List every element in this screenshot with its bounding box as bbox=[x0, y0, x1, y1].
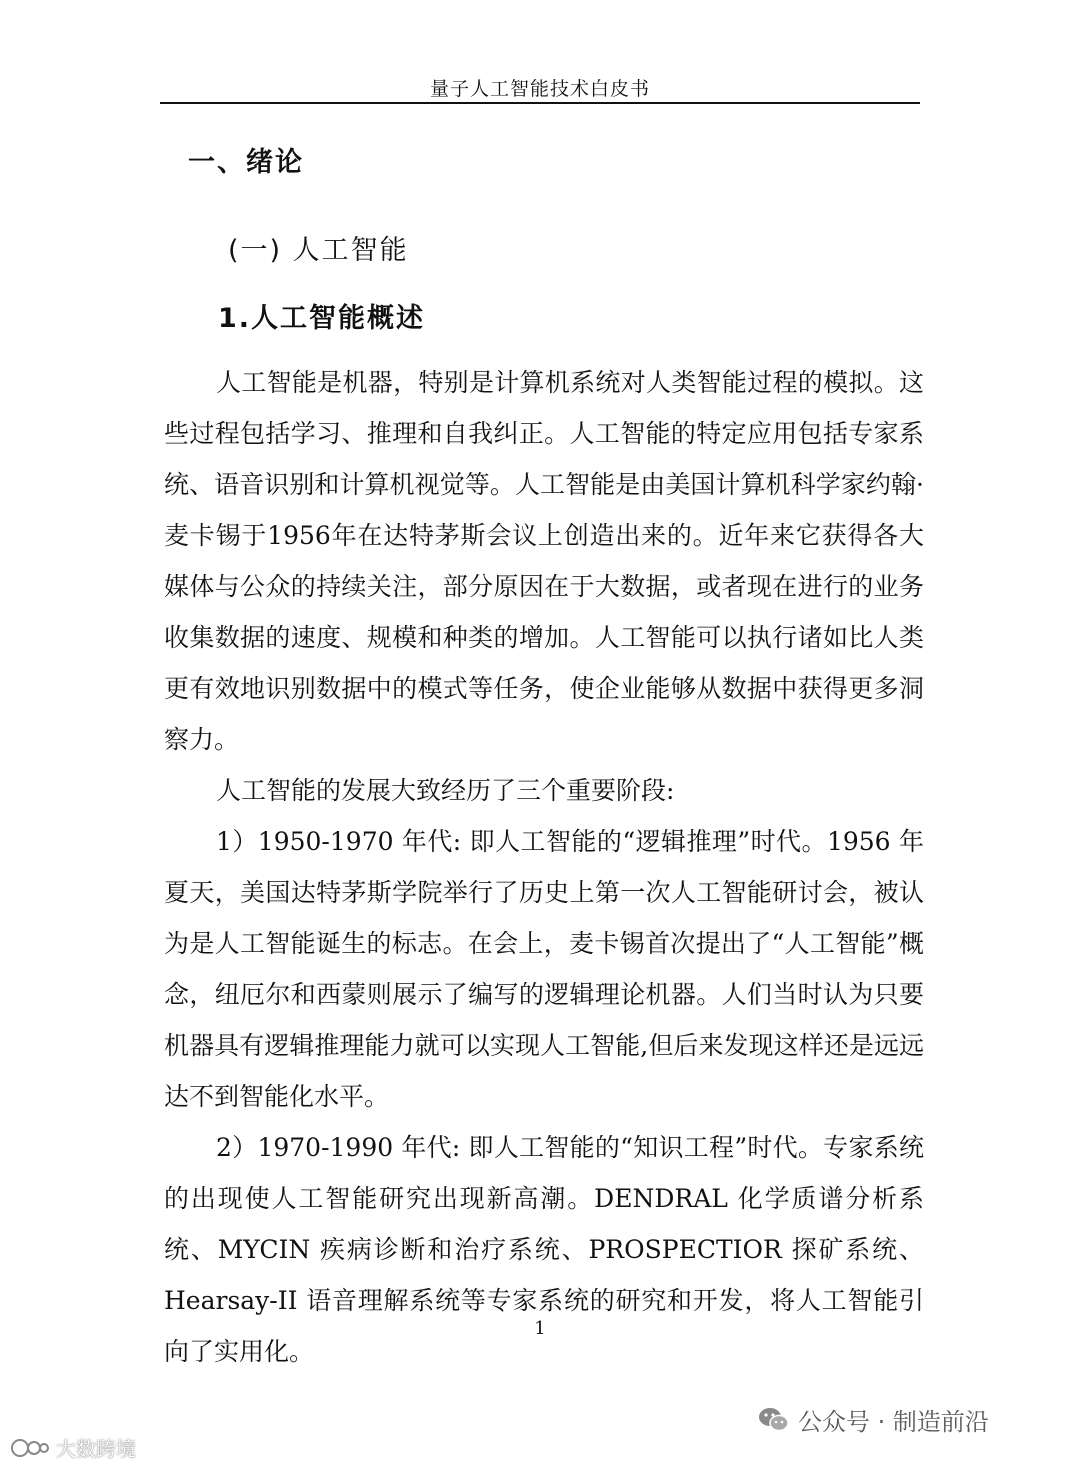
watermark-text: 大数跨境 bbox=[56, 1437, 136, 1461]
paragraph: 1）1950-1970 年代: 即人工智能的“逻辑推理”时代。1956 年夏天，美国达特茅斯学院举行了历史上第一次人工智能研讨会，被认为是人工智能诞生的标志。在会上，麦卡锡首次提出了“人工智能”概念，纽厄尔和西蒙则展示了编写的逻辑理论机器。人们当时认为只要机器具有逻辑推理能力就可以实现人工智能,但后来发现这样还是远远达不到智能化水平。 bbox=[164, 827, 924, 1111]
watermark-brand bbox=[10, 1433, 136, 1462]
body-text bbox=[164, 357, 924, 1377]
paragraph: 2）1970-1990 年代: 即人工智能的“知识工程”时代。专家系统的出现使人工智能研究出现新高潮。DENDRAL 化学质谱分析系统、MYCIN 疾病诊断和治疗系统、PROSPECTIOR 探矿系统、Hearsay-II 语音理解系统等专家系统的研究和开发，将人工智能引向了实用化。 bbox=[164, 1133, 924, 1366]
wechat-icon bbox=[758, 1406, 790, 1434]
subsection-heading: 1.人工智能概述 bbox=[218, 303, 426, 334]
running-header: 量子人工智能技术白皮书 bbox=[429, 78, 650, 100]
brand-logo-icon bbox=[10, 1436, 50, 1460]
watermark-wechat bbox=[758, 1402, 989, 1437]
section-heading: (一) 人工智能 bbox=[228, 235, 409, 266]
watermark-text: 公众号 · 制造前沿 bbox=[798, 1408, 989, 1436]
paragraph: 人工智能是机器，特别是计算机系统对人类智能过程的模拟。这些过程包括学习、推理和自我纠正。人工智能的特定应用包括专家系统、语音识别和计算机视觉等。人工智能是由美国计算机科学家约翰·麦卡锡于1956年在达特茅斯会议上创造出来的。近年来它获得各大媒体与公众的持续关注，部分原因在于大数据，或者现在进行的业务收集数据的速度、规模和种类的增加。人工智能可以执行诸如比人类更有效地识别数据中的模式等任务，使企业能够从数据中获得更多洞察力。 bbox=[164, 368, 924, 754]
chapter-heading: 一、绪论 bbox=[188, 147, 304, 178]
paragraph: 人工智能的发展大致经历了三个重要阶段: bbox=[216, 776, 675, 805]
header-rule bbox=[160, 102, 920, 104]
page-number: 1 bbox=[534, 1318, 546, 1339]
